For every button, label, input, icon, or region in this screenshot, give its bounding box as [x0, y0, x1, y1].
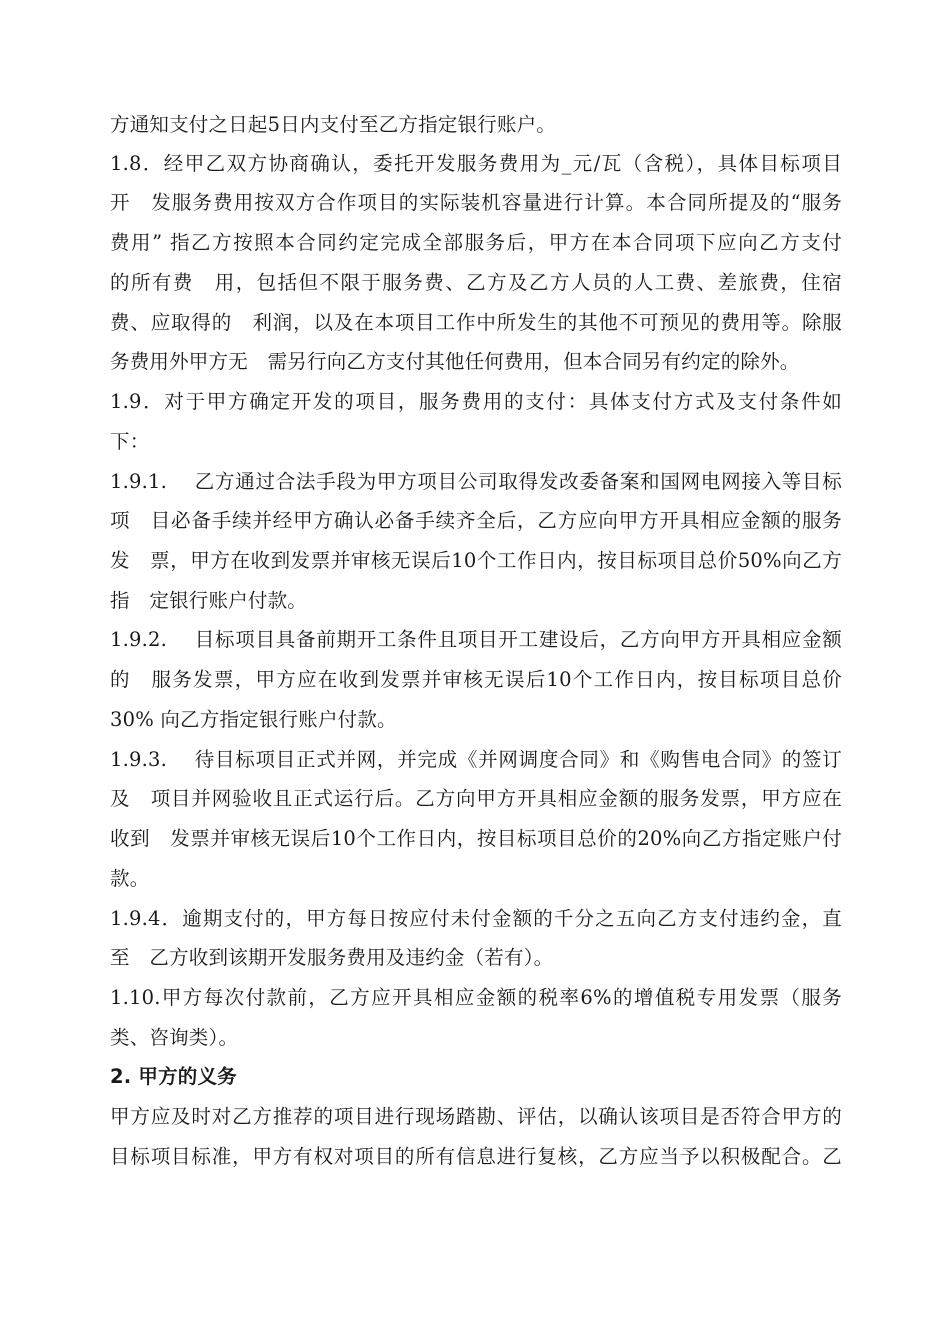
- paragraph-line: 方通知支付之日起5日内支付至乙方指定银行账户。: [110, 113, 557, 136]
- paragraph-line: 费、应取得的 利润，以及在本项目工作中所发生的其他不可预见的费用等。除服: [110, 311, 842, 334]
- clause-1-9-3-line: 1.9.3. 待目标项目正式并网，并完成《并网调度合同》和《购售电合同》的签订: [110, 748, 842, 771]
- clause-1-9-2-line: 1.9.2. 目标项目具备前期开工条件且项目开工建设后，乙方向甲方开具相应金额: [110, 628, 842, 651]
- paragraph-line: 下：: [110, 430, 150, 453]
- clause-1-9-4-line: 1.9.4．逾期支付的，甲方每日按应付未付金额的千分之五向乙方支付违约金，直: [110, 907, 842, 930]
- clause-1-8-line: 1.8．经甲乙双方协商确认，委托开发服务费用为_元/瓦（含税），具体目标项目: [110, 152, 842, 175]
- paragraph-line: 务费用外甲方无 需另行向乙方支付其他任何费用，但本合同另有约定的除外。: [110, 350, 800, 373]
- paragraph-line: 至 乙方收到该期开发服务费用及违约金（若有）。: [110, 946, 554, 969]
- paragraph-line: 项 目必备手续并经甲方确认必备手续齐全后，乙方应向甲方开具相应金额的服务: [110, 509, 842, 532]
- paragraph-line: 目标项目标准，甲方有权对项目的所有信息进行复核，乙方应当予以积极配合。乙: [110, 1145, 842, 1168]
- paragraph-line: 收到 发票并审核无误后10个工作日内，按目标项目总价的20%向乙方指定账户付: [110, 827, 842, 850]
- paragraph-line: 的所有费 用，包括但不限于服务费、乙方及乙方人员的人工费、差旅费，住宿: [110, 271, 842, 294]
- paragraph-line: 款。: [110, 867, 150, 890]
- paragraph-line: 发 票，甲方在收到发票并审核无误后10个工作日内，按目标项目总价50%向乙方: [110, 549, 842, 572]
- section-heading: 2. 甲方的义务: [110, 1065, 237, 1088]
- paragraph-line: 费用” 指乙方按照本合同约定完成全部服务后，甲方在本合同项下应向乙方支付: [110, 231, 842, 254]
- paragraph-line: 类、咨询类）。: [110, 1026, 239, 1049]
- paragraph-line: 的 服务发票，甲方应在收到发票并审核无误后10个工作日内，按目标项目总价: [110, 668, 842, 691]
- paragraph-line: 及 项目并网验收且正式运行后。乙方向甲方开具相应金额的服务发票，甲方应在: [110, 787, 842, 810]
- clause-1-10-line: 1.10.甲方每次付款前，乙方应开具相应金额的税率6%的增值税专用发票（服务: [110, 986, 842, 1009]
- paragraph-line: 甲方应及时对乙方推荐的项目进行现场踏勘、评估，以确认该项目是否符合甲方的: [110, 1105, 842, 1128]
- paragraph-line: 开 发服务费用按双方合作项目的实际装机容量进行计算。本合同所提及的“服务: [110, 191, 842, 214]
- paragraph-line: 指 定银行账户付款。: [110, 589, 308, 612]
- paragraph-line: 30% 向乙方指定银行账户付款。: [110, 708, 397, 731]
- clause-1-9-line: 1.9．对于甲方确定开发的项目，服务费用的支付：具体支付方式及支付条件如: [110, 390, 842, 413]
- clause-1-9-1-line: 1.9.1. 乙方通过合法手段为甲方项目公司取得发改委备案和国网电网接入等目标: [110, 470, 842, 493]
